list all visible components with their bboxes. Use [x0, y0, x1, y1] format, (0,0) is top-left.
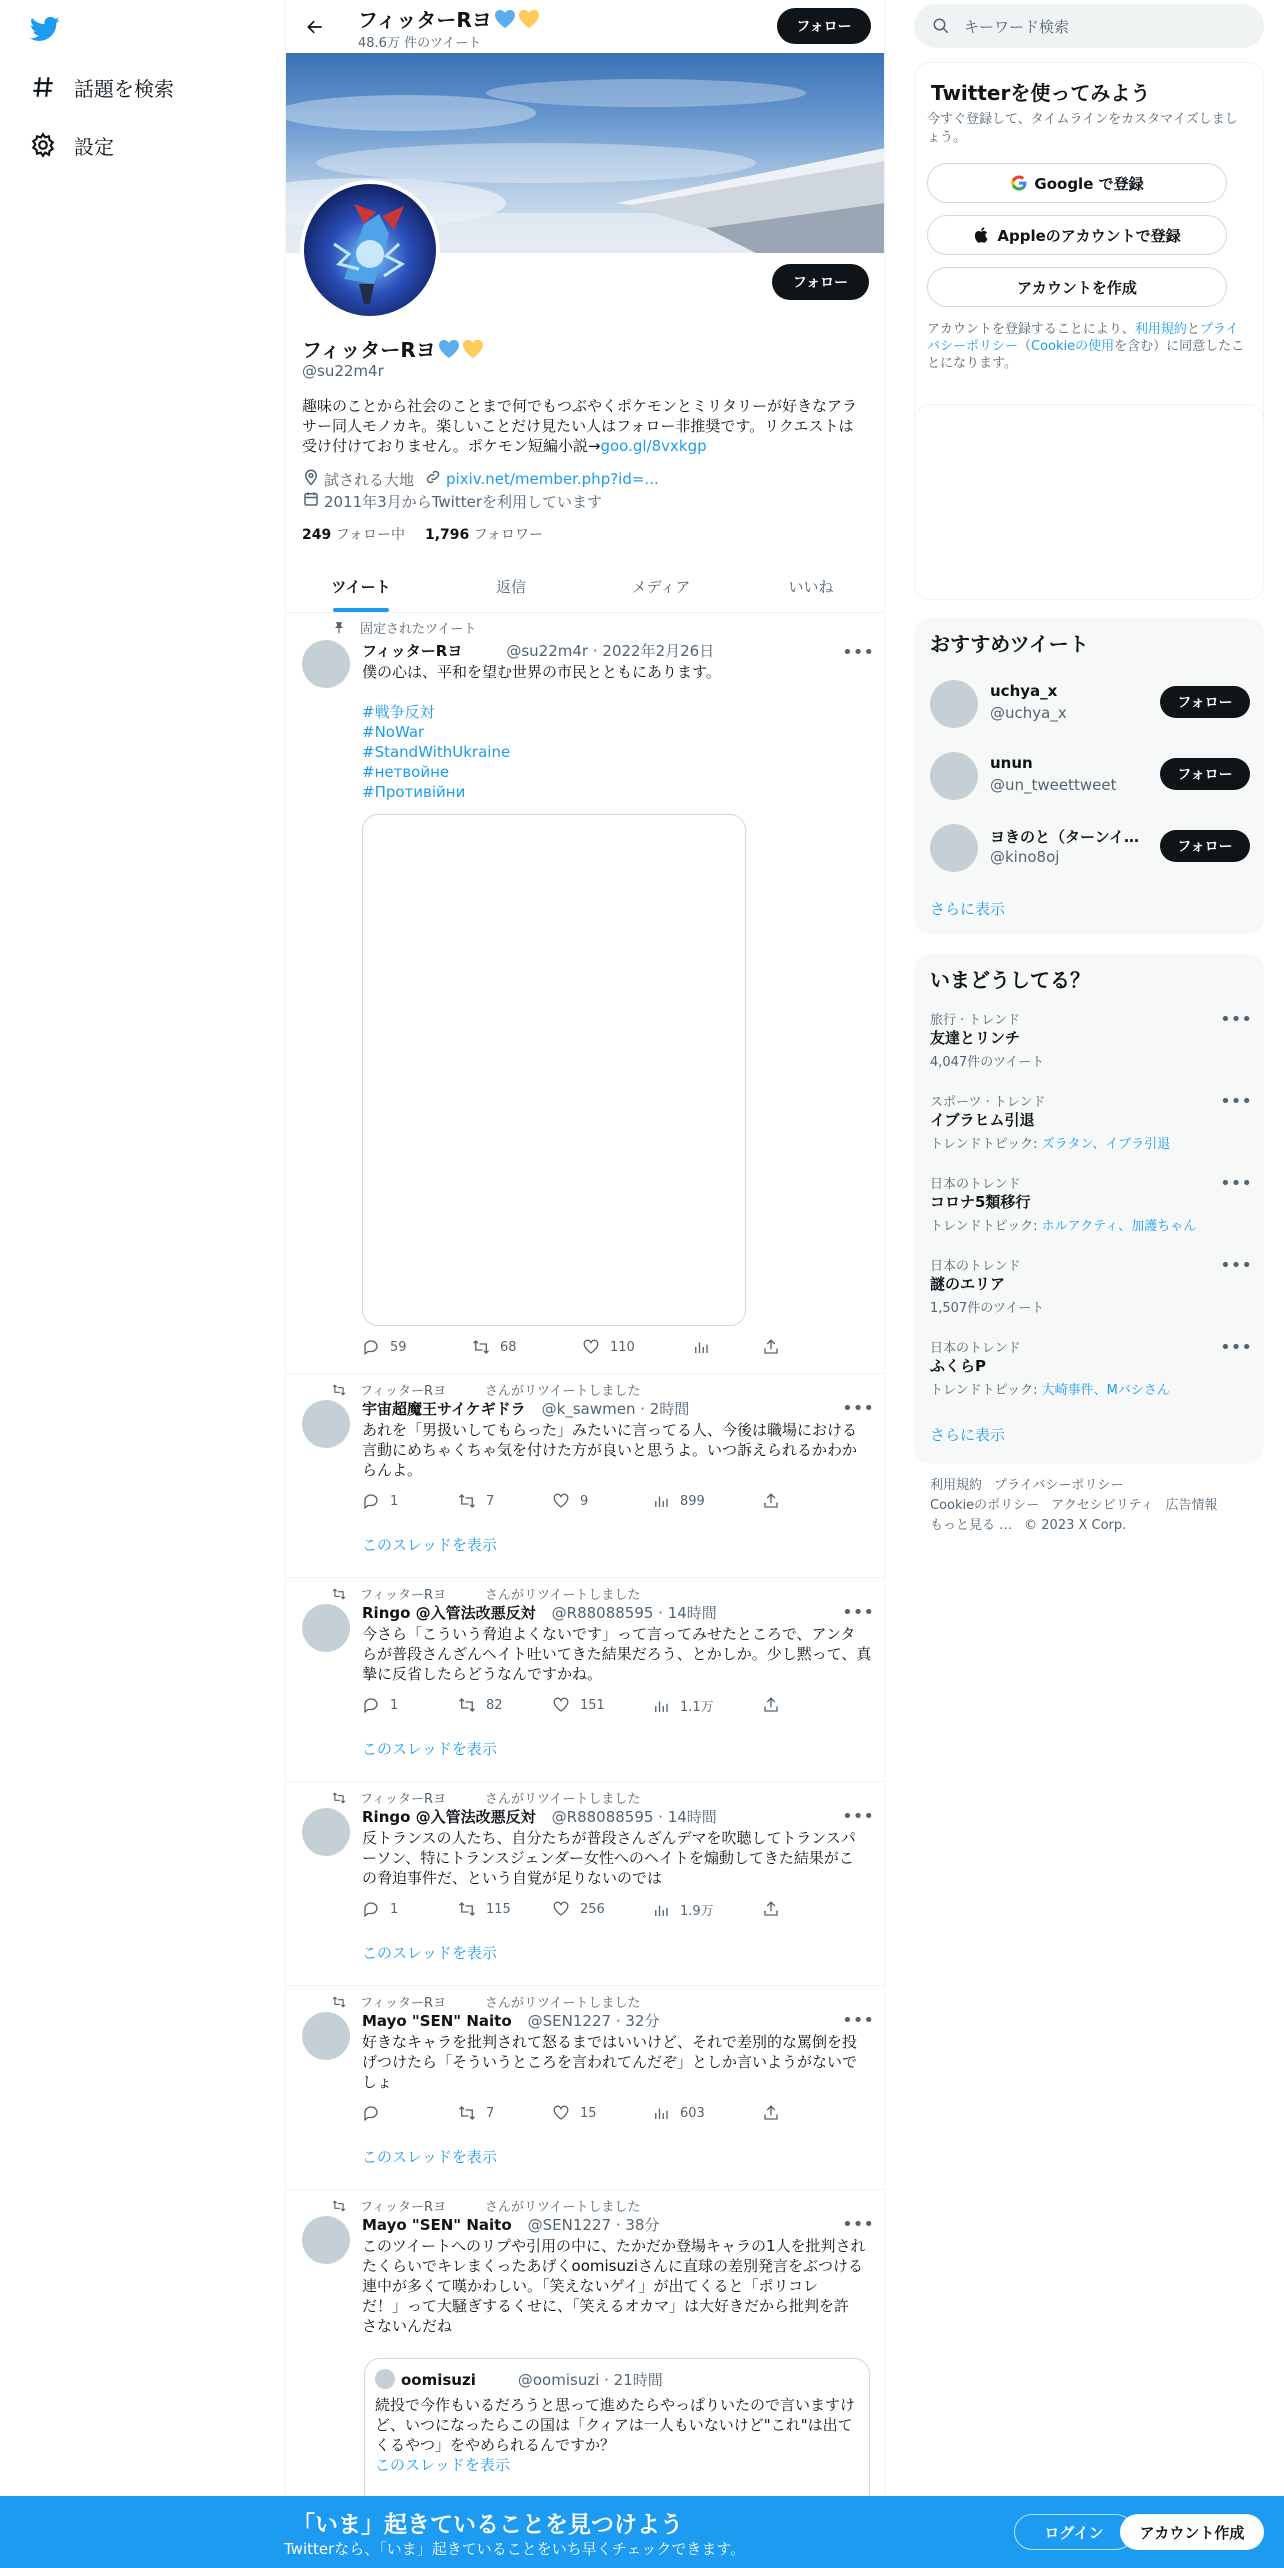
footer-links	[930, 1476, 1260, 1536]
follow-stats	[302, 524, 543, 544]
location-icon	[302, 468, 320, 490]
google-icon	[1010, 174, 1028, 192]
show-thread-link[interactable]: このスレッドを表示	[362, 1536, 497, 1554]
retweet-icon	[332, 1587, 346, 1601]
avatar[interactable]	[930, 824, 978, 872]
calendar-icon	[302, 490, 320, 512]
trends-show-more[interactable]: さらに表示	[930, 1426, 1006, 1444]
search-input[interactable]	[914, 4, 1264, 48]
profile-joined: 2011年3月からTwitterを利用しています	[324, 492, 602, 511]
share-button[interactable]	[762, 2104, 780, 2122]
retweet-button[interactable]: 82	[458, 1696, 503, 1714]
tweet-author[interactable]: 宇宙超魔王サイケギドラ	[362, 1400, 526, 1418]
bottom-signup-bar	[0, 2496, 1284, 2568]
reply-icon	[362, 2104, 380, 2122]
tweet-text: あれを「男扱いしてもらった」みたいに言ってる人、今後は職場における 言動にめちゃくちゃ気を付けた方が良いと思うよ。いつ訴えられるかわか らんよ。	[362, 1421, 858, 1479]
main-column	[285, 0, 885, 2568]
trend-subtext: トレンドトピック: ズラタン、イブラ引退	[930, 1137, 1171, 1152]
recommend-handle: @kino8oj	[990, 848, 1060, 866]
recommend-name: ヨきのと（ターンイ…	[990, 828, 1139, 846]
reply-button[interactable]: 1	[362, 1696, 398, 1714]
tweet-header	[362, 2010, 659, 2031]
tweet-context: フィッターRヨ さんがリツイートしました	[332, 1380, 640, 1399]
share-button[interactable]	[762, 1900, 780, 1918]
more-icon[interactable]: •••	[842, 1397, 874, 1419]
copyright: © 2023 X Corp.	[1024, 1518, 1127, 1533]
like-button[interactable]: 15	[552, 2104, 597, 2122]
trend-subtext: トレンドトピック: 大崎事件、Mバシさん	[930, 1383, 1170, 1398]
login-button[interactable]: ログイン	[1014, 2514, 1134, 2550]
more-icon[interactable]: •••	[1220, 1336, 1252, 1358]
yellow-heart-icon	[518, 9, 540, 29]
blue-heart-icon	[494, 9, 516, 29]
more-icon[interactable]: •••	[842, 1601, 874, 1623]
heart-icon	[552, 1696, 570, 1714]
apple-signup-button[interactable]: Appleのアカウントで登録	[927, 215, 1227, 255]
ad-placeholder-card	[914, 404, 1264, 600]
following-link[interactable]: 249 フォロー中	[302, 527, 405, 543]
reply-button[interactable]: 1	[362, 1492, 398, 1510]
analytics-icon	[692, 1338, 710, 1356]
reply-button[interactable]	[362, 2104, 390, 2122]
quoted-thread-link[interactable]: このスレッドを表示	[375, 2456, 510, 2474]
retweet-button[interactable]: 7	[458, 2104, 494, 2122]
more-icon[interactable]: •••	[1220, 1254, 1252, 1276]
retweet-icon	[458, 1900, 476, 1918]
reply-icon	[362, 1900, 380, 1918]
profile-header-bar	[286, 0, 885, 53]
header-tweet-count: 48.6万 件のツイート	[358, 36, 482, 51]
blue-heart-icon	[438, 339, 460, 359]
more-icon[interactable]: •••	[1220, 1008, 1252, 1030]
tweet-context: 固定されたツイート	[332, 618, 476, 637]
trend-category: スポーツ · トレンド	[930, 1095, 1046, 1110]
recommend-follow-button[interactable]: フォロー	[1160, 686, 1250, 718]
avatar[interactable]	[302, 1604, 350, 1652]
share-icon	[762, 2104, 780, 2122]
share-icon	[762, 1900, 780, 1918]
tweet-actions	[362, 1900, 792, 1924]
tweet-text: 今さら「こういう脅迫よくないです」って言ってみせたところで、アンタ らが普段さんざんヘイト吐いてきた結果だろう、とかしか。少し黙って、真 摯に反省したらどうなんですかね。	[362, 1625, 872, 1683]
privacy-link-cont[interactable]: バシーポリシー	[927, 339, 1019, 354]
share-icon	[762, 1696, 780, 1714]
tweet-media[interactable]	[362, 814, 746, 1326]
tweet-context: フィッターRヨ さんがリツイートしました	[332, 1788, 640, 1807]
trend-title: イブラヒム引退	[930, 1111, 1035, 1129]
trend-title: コロナ5類移行	[930, 1193, 1031, 1211]
signup-card	[914, 62, 1264, 434]
hashtag-icon	[28, 72, 58, 102]
more-icon[interactable]: •••	[842, 1805, 874, 1827]
tweet-author[interactable]: Ringo @入管法改悪反対	[362, 1808, 536, 1826]
hashtag-link[interactable]: #NoWar	[362, 723, 425, 741]
retweet-button[interactable]: 115	[458, 1900, 511, 1918]
signup-legal: アカウントを登録することにより、利用規約とプライ バシーポリシー（Cookieの使用を含む）に同意したこ とになります。	[927, 322, 1245, 371]
avatar[interactable]	[302, 1400, 350, 1448]
privacy-link[interactable]: プライ	[1199, 322, 1239, 337]
recommend-item[interactable]	[914, 670, 1264, 736]
signup-title: Twitterを使ってみよう	[931, 81, 1151, 105]
retweet-icon	[332, 2199, 346, 2213]
like-button[interactable]: 151	[552, 1696, 605, 1714]
trend-item[interactable]	[914, 1255, 1264, 1337]
avatar	[375, 2369, 395, 2389]
quoted-tweet[interactable]	[364, 2358, 870, 2508]
avatar[interactable]	[302, 640, 350, 688]
recommend-follow-button[interactable]: フォロー	[1160, 830, 1250, 862]
left-nav	[0, 0, 285, 2568]
tweet-meta: @SEN1227 · 38分	[527, 2216, 660, 2234]
analytics-icon	[652, 2104, 670, 2122]
views-button[interactable]: 1.1万	[652, 1696, 714, 1715]
footer-link[interactable]: 広告情報	[1165, 1498, 1218, 1513]
back-arrow-icon[interactable]	[298, 10, 332, 44]
trend-title: 謎のエリア	[930, 1275, 1006, 1293]
avatar[interactable]	[302, 2216, 350, 2264]
like-button[interactable]: 256	[552, 1900, 605, 1918]
bottom-headline: 「いま」起きていることを見つけよう	[292, 2512, 683, 2538]
profile-tabs	[286, 560, 885, 613]
heart-icon	[552, 1900, 570, 1918]
footer-link[interactable]: アクセシビリティ	[1051, 1498, 1154, 1513]
more-icon[interactable]: •••	[1220, 1172, 1252, 1194]
tweet-author[interactable]: Ringo @入管法改悪反対	[362, 1604, 536, 1622]
google-signup-button[interactable]: Google で登録	[927, 163, 1227, 203]
signup-button[interactable]: アカウント作成	[1120, 2514, 1264, 2550]
retweet-icon	[332, 1995, 346, 2009]
heart-icon	[582, 1338, 600, 1356]
profile-bio: 趣味のことから社会のことまで何でもつぶやくポケモンとミリタリーが好きなアラ サー同人モノカキ。楽しいことだけ見たい人はフォロー非推奨です。リクエストは 受け付けておりません。ポケモン短編小説→goo.gl/8vxkgp	[302, 397, 858, 455]
heart-icon	[552, 2104, 570, 2122]
tab-tweets[interactable]: ツイート	[286, 560, 436, 612]
share-button[interactable]	[762, 1696, 780, 1714]
tweet-text: 僕の心は、平和を望む世界の市民とともにあります。 #戦争反対 #NoWar #StandWithUkraine #нетвойне #Противійни	[362, 662, 872, 802]
profile-url[interactable]: pixiv.net/member.php?id=...	[446, 470, 659, 488]
trend-subtext: 4,047件のツイート	[930, 1055, 1045, 1070]
tweet-text: このツイートへのリプや引用の中に、たかだか登場キャラの1人を批判され たくらいでキレまくったあげくoomisuziさんに直球の差別発言をぶつける 連中が多くて嘆かわしい。「笑えないゲイ」が出てくると「ポリコレ だ！」って大騒ぎするくせに、「笑えるオカマ」は大好きだから批判を許 さないんだね	[362, 2237, 866, 2335]
share-icon	[762, 1492, 780, 1510]
tweet-author[interactable]: Mayo "SEN" Naito	[362, 2011, 512, 2030]
terms-link[interactable]: 利用規約	[1134, 322, 1187, 337]
footer-link[interactable]: もっと見る …	[930, 1518, 1013, 1533]
profile-handle: @su22m4r	[302, 362, 384, 380]
create-account-button[interactable]: アカウントを作成	[927, 267, 1227, 307]
bottom-subtext: Twitterなら、「いま」起きていることをいち早くチェックできます。	[284, 2540, 746, 2558]
retweet-icon	[332, 1383, 346, 1397]
tweet-header	[362, 640, 714, 661]
views-button[interactable]	[692, 1338, 710, 1356]
hashtag-link[interactable]: #StandWithUkraine	[362, 743, 511, 761]
trend-item[interactable]	[914, 1009, 1264, 1091]
tweet-retweeted[interactable]	[286, 2190, 885, 2520]
recommend-item[interactable]	[914, 814, 1264, 880]
views-button[interactable]: 1.9万	[652, 1900, 714, 1919]
trend-category: 旅行 · トレンド	[930, 1013, 1021, 1028]
reply-button[interactable]: 59	[362, 1338, 407, 1356]
trend-item[interactable]	[914, 1091, 1264, 1173]
retweet-icon	[458, 1696, 476, 1714]
tweet-meta: @su22m4r · 2022年2月26日	[506, 642, 715, 660]
nav-settings-label: 設定	[74, 134, 114, 159]
yellow-heart-icon	[462, 339, 484, 359]
tab-replies[interactable]: 返信	[495, 577, 526, 596]
retweet-icon	[458, 1492, 476, 1510]
tab-likes[interactable]: いいね	[788, 577, 834, 596]
quoted-header: oomisuzi @oomisuzi · 21時間	[401, 2371, 663, 2389]
retweet-icon	[472, 1338, 490, 1356]
tweet-author[interactable]: Mayo "SEN" Naito	[362, 2215, 512, 2234]
profile-meta-location-url	[302, 468, 659, 490]
recommend-handle: @uchya_x	[990, 704, 1067, 722]
tweet-header	[362, 1602, 717, 1623]
profile-name: フィッターRヨ	[302, 334, 484, 363]
show-thread-link[interactable]: このスレッドを表示	[362, 1740, 497, 1758]
reply-icon	[362, 1492, 380, 1510]
link-icon	[424, 468, 442, 490]
trend-item[interactable]	[914, 1337, 1264, 1419]
nav-explore[interactable]	[28, 62, 174, 112]
trend-subtext: トレンドトピック: ホルアクティ、加護ちゃん	[930, 1219, 1197, 1234]
footer-link[interactable]: 利用規約	[930, 1478, 983, 1493]
tab-media[interactable]: メディア	[631, 577, 691, 596]
retweet-button[interactable]: 68	[472, 1338, 517, 1356]
tweet-context: フィッターRヨ さんがリツイートしました	[332, 2196, 640, 2215]
heart-icon	[552, 1492, 570, 1510]
tweet-context: フィッターRヨ さんがリツイートしました	[332, 1584, 640, 1603]
footer-link[interactable]: Cookieのポリシー	[930, 1498, 1040, 1513]
recommend-follow-button[interactable]: フォロー	[1160, 758, 1250, 790]
trends-title: いまどうしてる？	[930, 968, 1090, 992]
header-name: フィッターRヨ	[358, 4, 540, 33]
avatar-pokemon-image	[304, 184, 436, 316]
recommend-name: uchya_x	[990, 682, 1058, 700]
views-button[interactable]: 603	[652, 2104, 705, 2122]
tweet-actions	[362, 1338, 792, 1362]
reply-icon	[362, 1696, 380, 1714]
trend-category: 日本のトレンド	[930, 1259, 1021, 1274]
tweet-meta: @SEN1227 · 32分	[527, 2012, 660, 2030]
profile-meta-joined	[302, 490, 602, 512]
signup-desc: 今すぐ登録して、タイムラインをカスタマイズしまし ょう。	[927, 112, 1238, 145]
tweet-header	[362, 2214, 659, 2235]
search-icon	[932, 17, 950, 35]
avatar[interactable]	[302, 2012, 350, 2060]
more-icon[interactable]: •••	[842, 2213, 874, 2235]
recommend-handle: @un_tweettweet	[990, 776, 1117, 794]
more-icon[interactable]: •••	[842, 641, 874, 663]
cookie-link[interactable]: Cookieの使用	[1031, 339, 1115, 354]
avatar[interactable]	[930, 680, 978, 728]
reply-icon	[362, 1338, 380, 1356]
analytics-icon	[652, 1492, 670, 1510]
more-icon[interactable]: •••	[1220, 1090, 1252, 1112]
tweet-retweeted[interactable]	[286, 1782, 885, 1986]
tweet-header	[362, 1806, 717, 1827]
share-icon	[762, 1338, 780, 1356]
tweet-context: フィッターRヨ さんがリツイートしました	[332, 1992, 640, 2011]
tweet-pinned[interactable]	[286, 614, 885, 1374]
trend-item[interactable]	[914, 1173, 1264, 1255]
nav-explore-label: 話題を検索	[74, 76, 174, 101]
hashtag-link[interactable]: #нетвойне	[362, 763, 450, 781]
avatar[interactable]	[930, 752, 978, 800]
recommend-item[interactable]	[914, 742, 1264, 808]
tweet-text: 反トランスの人たち、自分たちが普段さんざんデマを吹聴してトランスパ ーソン、特にトランスジェンダー女性へのヘイトを煽動してきた結果がこ の脅迫事件だ、という自覚が足りないのでは	[362, 1829, 856, 1887]
tweet-meta: @R88088595 · 14時間	[551, 1604, 717, 1622]
retweet-button[interactable]: 7	[458, 1492, 494, 1510]
tweet-actions	[362, 2104, 792, 2128]
recommend-show-more[interactable]: さらに表示	[930, 900, 1006, 918]
followers-link[interactable]: 1,796 フォロワー	[425, 527, 544, 543]
bio-link[interactable]: goo.gl/8vxkgp	[600, 437, 707, 455]
reply-button[interactable]: 1	[362, 1900, 398, 1918]
tweet-retweeted[interactable]	[286, 1374, 885, 1578]
profile-avatar[interactable]	[300, 180, 440, 320]
tweet-text: 好きなキャラを批判されて怒るまではいいけど、それで差別的な罵倒を投 げつけたら「そういうところを言われてんだぞ」としか言いようがないで しょ	[362, 2033, 858, 2091]
tweet-header	[362, 1398, 689, 1419]
tweet-meta: @k_sawmen · 2時間	[541, 1400, 690, 1418]
tweet-actions	[362, 1696, 792, 1720]
share-button[interactable]	[762, 1492, 780, 1510]
trend-title: ふくらP	[930, 1357, 986, 1375]
recommend-name: unun	[990, 754, 1033, 772]
profile-location: 試される大地	[324, 470, 415, 489]
views-button[interactable]: 899	[652, 1492, 705, 1510]
trend-category: 日本のトレンド	[930, 1177, 1021, 1192]
avatar[interactable]	[302, 1808, 350, 1856]
footer-link[interactable]: プライバシーポリシー	[994, 1478, 1124, 1493]
show-thread-link[interactable]: このスレッドを表示	[362, 2148, 497, 2166]
twitter-logo-icon[interactable]	[28, 14, 62, 44]
share-button[interactable]	[762, 1338, 780, 1356]
trends-card	[914, 954, 1264, 1464]
tweet-author[interactable]: フィッターRヨ	[362, 642, 463, 660]
trend-title: 友達とリンチ	[930, 1029, 1021, 1047]
pin-icon	[332, 621, 346, 635]
gear-icon	[28, 130, 58, 160]
analytics-icon	[652, 1697, 670, 1715]
like-button[interactable]: 110	[582, 1338, 635, 1356]
hashtag-link[interactable]: #戦争反対	[362, 703, 435, 721]
quoted-text: 続投で今作もいるだろうと思って進めたらやっぱりいたので言いますけ ど、いつになったらこの国は「クィアは一人もいないけど"これ"は出て くるやつ」をやめられるんですか？ このスレッドを表示	[375, 2395, 865, 2475]
like-button[interactable]: 9	[552, 1492, 588, 1510]
tweet-retweeted[interactable]	[286, 1986, 885, 2190]
profile-follow-button[interactable]: フォロー	[772, 264, 869, 300]
show-thread-link[interactable]: このスレッドを表示	[362, 1944, 497, 1962]
retweet-icon	[458, 2104, 476, 2122]
header-follow-button[interactable]: フォロー	[777, 8, 871, 44]
trend-category: 日本のトレンド	[930, 1341, 1021, 1356]
tweet-meta: @R88088595 · 14時間	[551, 1808, 717, 1826]
trend-subtext: 1,507件のツイート	[930, 1301, 1045, 1316]
retweet-icon	[332, 1791, 346, 1805]
tweet-retweeted[interactable]	[286, 1578, 885, 1782]
tweet-actions	[362, 1492, 792, 1516]
nav-settings[interactable]	[28, 120, 114, 170]
more-icon[interactable]: •••	[842, 2009, 874, 2031]
apple-icon	[973, 226, 991, 244]
analytics-icon	[652, 1901, 670, 1919]
recommend-card	[914, 618, 1264, 934]
recommend-title: おすすめツイート	[930, 632, 1089, 656]
search-placeholder: キーワード検索	[964, 17, 1070, 36]
hashtag-link[interactable]: #Противійни	[362, 783, 466, 801]
